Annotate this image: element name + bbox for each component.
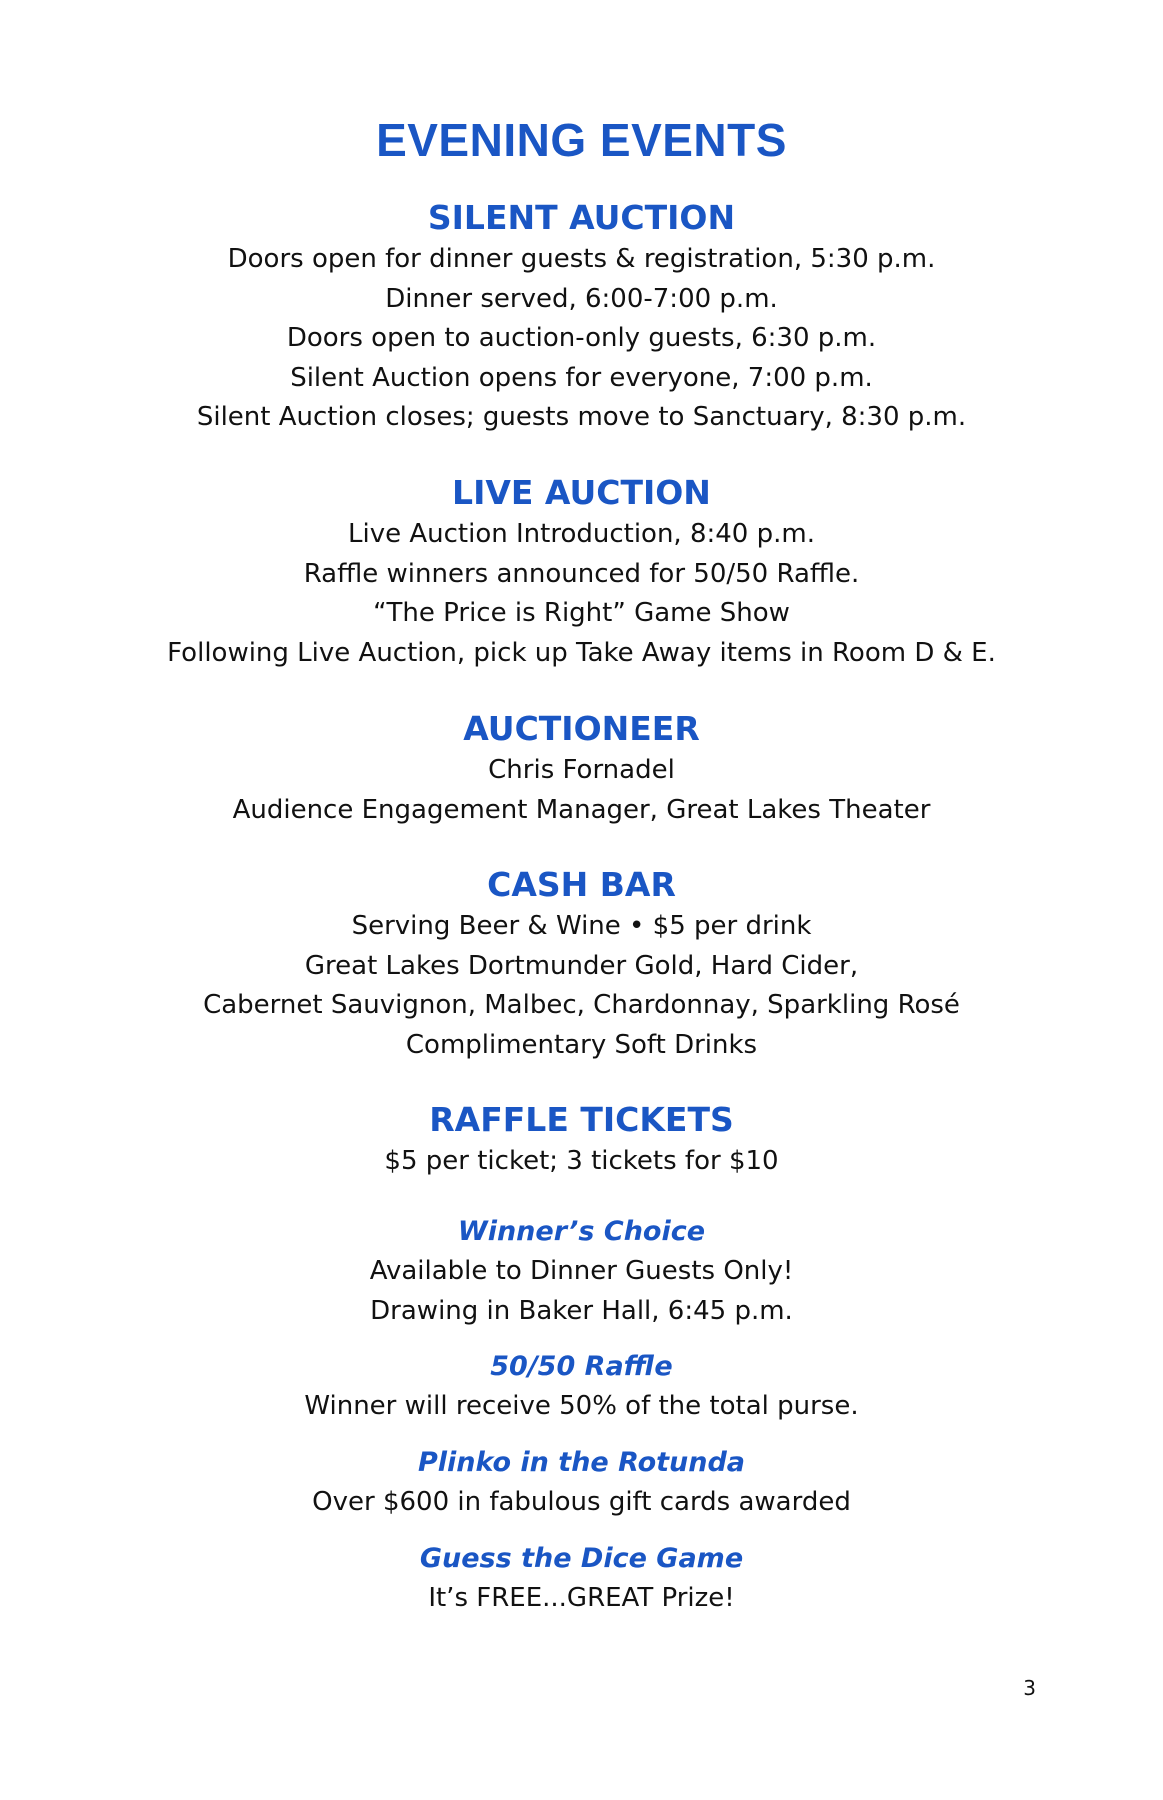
- live-auction-line: Live Auction Introduction, 8:40 p.m.: [348, 519, 815, 549]
- plinko-heading: Plinko in the Rotunda: [417, 1447, 746, 1478]
- silent-auction-heading: SILENT AUCTION: [427, 198, 736, 237]
- auctioneer-title: Audience Engagement Manager, Great Lakes Theater: [232, 794, 931, 825]
- winners-choice-line: Drawing in Baker Hall, 6:45 p.m.: [370, 1295, 793, 1326]
- winners-choice-line: Available to Dinner Guests Only!: [369, 1256, 794, 1286]
- raffle-tickets-price: $5 per ticket; 3 tickets for $10: [384, 1146, 779, 1176]
- live-auction-heading: LIVE AUCTION: [452, 473, 711, 512]
- dice-game-section: [0, 1539, 1163, 1619]
- silent-auction-section: [0, 196, 1163, 438]
- live-auction-line: Raffle winners announced for 50/50 Raffle.: [303, 558, 860, 589]
- silent-auction-line: Doors open for dinner guests & registration, 5:30 p.m.: [227, 244, 936, 274]
- silent-auction-line: Doors open to auction-only guests, 6:30 p.m.: [286, 323, 877, 353]
- winners-choice-heading: Winner’s Choice: [457, 1216, 706, 1247]
- live-auction-line: “The Price is Right” Game Show: [373, 598, 790, 628]
- auctioneer-name: Chris Fornadel: [488, 755, 675, 785]
- page-title: EVENING EVENTS: [376, 114, 787, 166]
- cash-bar-section: [0, 863, 1163, 1065]
- cash-bar-heading: CASH BAR: [487, 865, 676, 904]
- live-auction-line: Following Live Auction, pick up Take Away items in Room D & E.: [167, 637, 996, 668]
- dice-game-line: It’s FREE...GREAT Prize!: [428, 1583, 735, 1613]
- cash-bar-line: Great Lakes Dortmunder Gold, Hard Cider,: [304, 950, 859, 981]
- plinko-section: [0, 1443, 1163, 1523]
- page-number: 3: [1023, 1676, 1036, 1700]
- winners-choice-section: [0, 1212, 1163, 1331]
- raffle-tickets-section: [0, 1098, 1163, 1182]
- fifty-fifty-line: Winner will receive 50% of the total purse.: [304, 1391, 859, 1421]
- cash-bar-line: Complimentary Soft Drinks: [405, 1029, 758, 1060]
- plinko-line: Over $600 in fabulous gift cards awarded: [312, 1487, 851, 1517]
- cash-bar-line: Serving Beer & Wine • $5 per drink: [351, 911, 812, 941]
- silent-auction-line: Silent Auction opens for everyone, 7:00 p.m.: [290, 362, 873, 393]
- raffle-tickets-heading: RAFFLE TICKETS: [429, 1100, 734, 1139]
- auctioneer-heading: AUCTIONEER: [463, 709, 700, 748]
- auctioneer-section: [0, 707, 1163, 830]
- silent-auction-line: Silent Auction closes; guests move to Sanctuary, 8:30 p.m.: [196, 402, 967, 432]
- live-auction-section: [0, 471, 1163, 673]
- dice-game-heading: Guess the Dice Game: [419, 1543, 744, 1574]
- cash-bar-line: Cabernet Sauvignon, Malbec, Chardonnay, Sparkling Rosé: [203, 990, 960, 1020]
- fifty-fifty-section: [0, 1347, 1163, 1427]
- fifty-fifty-heading: 50/50 Raffle: [490, 1351, 673, 1382]
- silent-auction-line: Dinner served, 6:00-7:00 p.m.: [385, 283, 778, 314]
